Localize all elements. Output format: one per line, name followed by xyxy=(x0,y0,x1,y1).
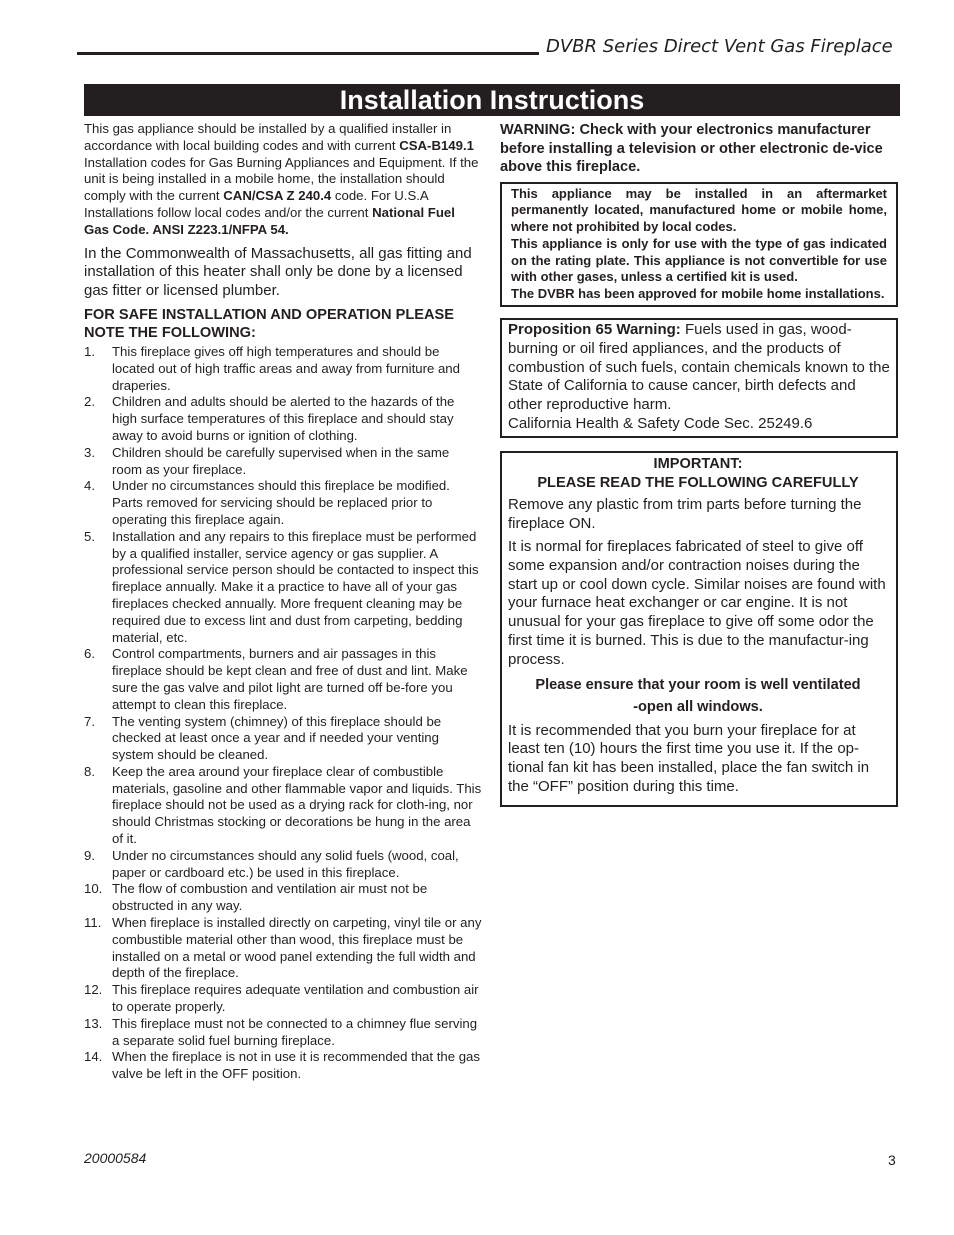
list-item xyxy=(84,478,482,528)
right-column xyxy=(500,121,898,807)
prop65-paragraph xyxy=(508,321,890,415)
list-item xyxy=(84,1049,482,1083)
list-item xyxy=(84,915,482,982)
header-rule xyxy=(77,52,539,55)
intro-text: code. For U.S.A Installations follow local codes and/or the current xyxy=(84,188,428,220)
document-number: 20000584 xyxy=(84,1150,147,1166)
ventilation-note: -open all windows. xyxy=(633,698,763,715)
page-number: 3 xyxy=(888,1152,896,1168)
list-item-number: 13. xyxy=(84,1015,103,1031)
list-item-number: 12. xyxy=(84,982,103,998)
intro-text: Installation codes for Gas Burning Appliances and Equipment. If the unit is being installed in a mobile home, the installation should comply with the current xyxy=(84,154,479,204)
ventilation-note: Please ensure that your room is well ventilated xyxy=(535,676,861,693)
list-item-number: 4. xyxy=(84,478,95,494)
intro-text: This gas appliance should be installed by a qualified installer in accordance with local building codes and with current xyxy=(84,121,452,153)
important-box xyxy=(500,451,898,807)
list-item xyxy=(84,646,482,713)
list-item-text: Under no circumstances should this fireplace be modified. Parts removed for servicing should be replaced prior to operating this fireplace again. xyxy=(112,478,450,527)
important-title: IMPORTANT: xyxy=(653,455,743,472)
list-item xyxy=(84,714,482,764)
list-item-number: 10. xyxy=(84,881,103,897)
safety-heading: FOR SAFE INSTALLATION AND OPERATION PLEASE NOTE THE FOLLOWING: xyxy=(84,306,454,342)
list-item-text: This fireplace gives off high temperatures and should be located out of high traffic areas and away from furniture and draperies. xyxy=(112,343,460,393)
electronics-warning: WARNING: Check with your electronics manufacturer before installing a television or other electronic de-vice above this fireplace. xyxy=(500,122,883,175)
list-item xyxy=(84,344,482,394)
prop65-label: Proposition 65 Warning: xyxy=(508,321,681,339)
list-item-text: Control compartments, burners and air passages in this fireplace should be kept clean and free of dust and lint. Make sure the gas valve and pilot light are turned off be-fore you attempt to clean this fireplace. xyxy=(112,646,468,712)
important-paragraph: Remove any plastic from trim parts before turning the fireplace ON. xyxy=(508,496,862,533)
list-item-text: Under no circumstances should any solid fuels (wood, coal, paper or cardboard etc.) be used in this fireplace. xyxy=(112,847,459,880)
list-item-text: Children should be carefully supervised when in the same room as your fireplace. xyxy=(112,444,450,477)
list-item xyxy=(84,764,482,848)
approval-line: This appliance is only for use with the type of gas indicated on the rating plate. This appliance is not convertible for use with other gases, unless a certified kit is used. xyxy=(511,235,887,285)
list-item-number: 3. xyxy=(84,444,95,460)
list-item-text: The venting system (chimney) of this fireplace should be checked at least once a year and if needed your venting system should be cleaned. xyxy=(112,713,442,763)
approval-line: The DVBR has been approved for mobile home installations. xyxy=(511,286,885,302)
list-item-number: 6. xyxy=(84,646,95,662)
massachusetts-paragraph: In the Commonwealth of Massachusetts, all gas fitting and installation of this heater shall only be done by a licensed gas fitter or licensed plumber. xyxy=(84,244,472,300)
list-item xyxy=(84,848,482,882)
section-title: Installation Instructions xyxy=(84,84,900,116)
list-item-text: This fireplace requires adequate ventilation and combustion air to operate properly. xyxy=(112,982,479,1015)
document-header-title: DVBR Series Direct Vent Gas Fireplace xyxy=(546,36,893,57)
list-item-number: 1. xyxy=(84,343,95,359)
list-item-number: 8. xyxy=(84,763,95,779)
list-item-number: 2. xyxy=(84,394,95,410)
code-reference: National Fuel Gas Code. ANSI Z223.1/NFPA 54. xyxy=(84,204,455,237)
list-item xyxy=(84,445,482,479)
list-item xyxy=(84,529,482,647)
list-item-text: Keep the area around your fireplace clear of combustible materials, gasoline and other flammable vapor and liquids. This fireplace should not be used as a drying rack for cloth-ing, nor should Christmas stocking or decorations be hung in the area of it. xyxy=(112,763,482,847)
list-item-text: When the fireplace is not in use it is recommended that the gas valve be left in the OFF position. xyxy=(112,1049,480,1082)
list-item-text: This fireplace must not be connected to a chimney flue serving a separate solid fuel burning fireplace. xyxy=(112,1015,478,1048)
list-item-text: When fireplace is installed directly on carpeting, vinyl tile or any combustible material other than wood, this fireplace must be installed on a metal or wood panel extending the full width and depth of the fireplace. xyxy=(112,915,482,981)
prop65-box xyxy=(500,318,898,438)
list-item-number: 9. xyxy=(84,847,95,863)
list-item xyxy=(84,1016,482,1050)
list-item-number: 14. xyxy=(84,1049,103,1065)
important-paragraph: It is normal for fireplaces fabricated of steel to give off some expansion and/or contraction noises during the start up or cool down cycle. Similar noises are found with your furnace heat exchanger or car engine. It is not unusual for your gas fireplace to give off some odor the first time it is burned. This is due to the manufactur-ing process. xyxy=(508,538,886,668)
left-column xyxy=(84,121,482,1083)
approval-line: This appliance may be installed in an aftermarket permanently located, manufactured home or mobile home, where not prohibited by local codes. xyxy=(511,185,887,235)
prop65-text: Fuels used in gas, wood-burning or oil fired appliances, and the products of combustion of such fuels, contain chemicals known to the State of California to cause cancer, birth defects and other reproductive harm. xyxy=(508,321,890,414)
important-subtitle: PLEASE READ THE FOLLOWING CAREFULLY xyxy=(537,474,859,491)
list-item-number: 5. xyxy=(84,528,95,544)
list-item-text: Installation and any repairs to this fireplace must be performed by a qualified installer, service agency or gas supplier. A professional service person should be contacted to inspect this fireplace annually. Make it a practice to have all of your gas fireplaces checked annually. More frequent cleaning may be required due to excess lint and dust from carpeting, bedding material, etc. xyxy=(112,528,479,645)
code-reference: CSA-B149.1 xyxy=(399,137,474,153)
code-reference: CAN/CSA Z 240.4 xyxy=(223,188,332,204)
prop65-code: California Health & Safety Code Sec. 25249.6 xyxy=(508,415,813,433)
list-item-number: 7. xyxy=(84,713,95,729)
important-paragraph: It is recommended that you burn your fireplace for at least ten (10) hours the first time you use it. If the op-tional fan kit has been installed, place the fan switch in the “OFF” position during this time. xyxy=(508,721,870,796)
list-item-text: The flow of combustion and ventilation air must not be obstructed in any way. xyxy=(112,881,428,914)
list-item-text: Children and adults should be alerted to the hazards of the high surface temperatures of this fireplace and should stay away to avoid burns or ignition of clothing. xyxy=(112,394,455,443)
approval-box xyxy=(500,182,898,308)
list-item xyxy=(84,881,482,915)
intro-paragraph xyxy=(84,121,482,239)
list-item xyxy=(84,982,482,1016)
list-item-number: 11. xyxy=(84,915,102,931)
safety-list xyxy=(84,344,482,1083)
list-item xyxy=(84,394,482,444)
